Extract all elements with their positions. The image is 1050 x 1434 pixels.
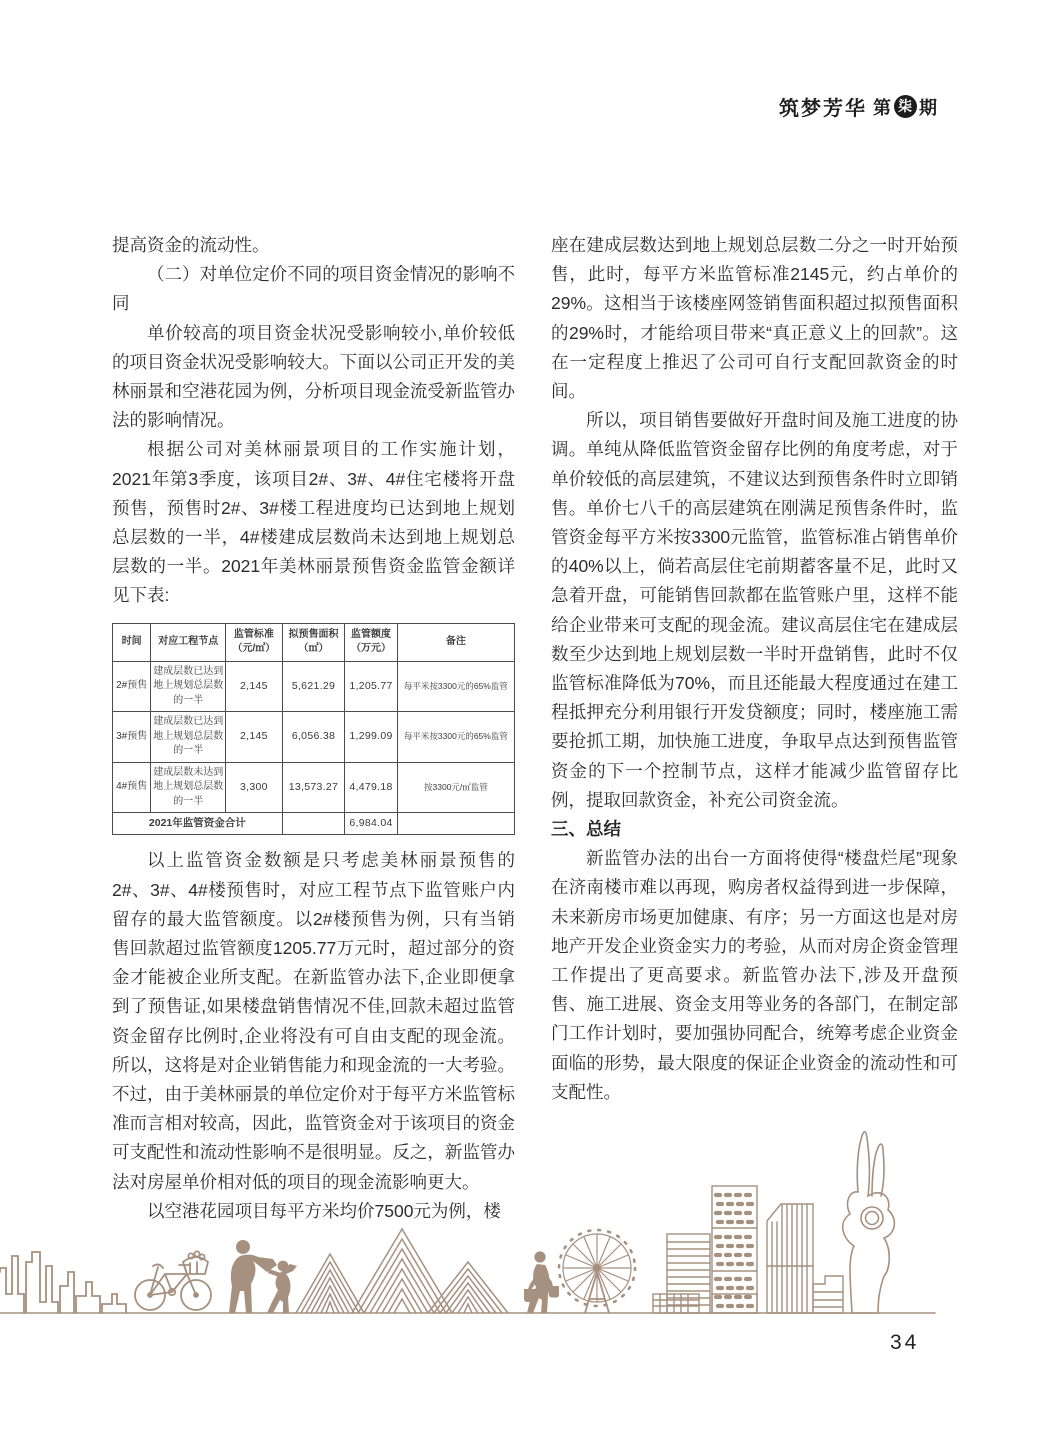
page-number: 34 xyxy=(890,1331,920,1354)
paragraph: 提高资金的流动性。 xyxy=(112,235,270,255)
mountain-triangles-icon xyxy=(296,1229,508,1313)
table-header-row xyxy=(113,623,515,661)
shopper-icon xyxy=(524,1251,559,1313)
paragraph: 单价较高的项目资金状况受影响较小,单价较低的项目资金状况受影响较大。下面以公司正开发的美林丽景和空港花园为例，分析项目现金流受新监管办法的影响情况。 xyxy=(112,322,515,431)
subsection-heading: （二）对单位定价不同的项目资金情况的影响不同 xyxy=(112,264,515,314)
col-header-standard: 监管标准（元/㎡） xyxy=(226,623,283,661)
cell-standard: 2,145 xyxy=(226,712,283,763)
col-header-area: 拟预售面积（㎡） xyxy=(282,623,345,661)
cell-time: 2#预售 xyxy=(113,661,151,712)
ferris-wheel-icon xyxy=(559,1230,635,1313)
paragraph: 新监管办法的出台一方面将使得“楼盘烂尾”现象在济南楼市难以再现，购房者权益得到进一步保障，未来新房市场更加健康、有序；另一方面这也是对房地产开发企业资金实力的考验，从而对房企资金管理工作提出了更高要求。新监管办法下,涉及开盘预售、施工进展、资金支用等业务的各部门，在制定部门工作计划时，要加强协同配合，统筹考虑企业资金面临的形势，最大限度的保证企业资金的流动性和可支配性。 xyxy=(551,848,958,1102)
cell-total-quota: 6,984.04 xyxy=(345,813,398,835)
mother-and-child-icon xyxy=(229,1240,297,1313)
cell-note: 每平米按3300元的65%监管 xyxy=(397,661,514,712)
cell-area: 5,621.29 xyxy=(282,661,345,712)
cell-standard: 2,145 xyxy=(226,661,283,712)
paragraph: 以空港花园项目每平方米均价7500元为例，楼 xyxy=(147,1200,501,1221)
table-row xyxy=(113,762,515,813)
cell-quota: 4,479.18 xyxy=(345,762,398,813)
cell-empty xyxy=(397,813,514,835)
cell-empty xyxy=(282,813,345,835)
cell-area: 6,056.38 xyxy=(282,712,345,763)
supervision-funds-table xyxy=(112,623,515,836)
col-header-time: 时间 xyxy=(113,623,151,661)
journal-title: 筑梦芳华 xyxy=(779,98,867,120)
cell-time: 3#预售 xyxy=(113,712,151,763)
paragraph: 所以，项目销售要做好开盘时间及施工进度的协调。单纯从降低监管资金留存比例的角度考虑，对于单价较低的高层建筑，不建议达到预售条件时立即销售。单价七八千的高层建筑在刚满足预售条件时，监管资金每平方米按3300元监管，监管标准占销售单价的40%以上，倘若高层住宅前期蓄客量不足，此时又急着开盘，可能销售回款都在监管账户里，这样不能给企业带来可支配的现金流。建议高层住宅在建成层数至少达到地上规划层数一半时开盘销售，此时不仅监管标准降低为70%，而且还能最大程度通过在建工程抵押充分利用银行开发贷额度；同时，楼座施工需要抢抓工期，加快施工进度，争取早点达到预售监管资金的下一个控制节点，这样才能减少监管留存比例，提取回款资金，补充公司资金流。 xyxy=(551,410,958,810)
cell-quota: 1,299.09 xyxy=(345,712,398,763)
cell-standard: 3,300 xyxy=(226,762,283,813)
paragraph: 根据公司对美林丽景项目的工作实施计划，2021年第3季度，该项目2#、3#、4#住宅楼将开盘预售，预售时2#、3#楼工程进度均已达到地上规划总层数的一半，4#楼建成层数尚未达到地上规划总层数的一半。2021年美林丽景预售资金监管金额详见下表: xyxy=(112,439,515,606)
spring-sculpture-icon xyxy=(843,1132,895,1313)
right-column xyxy=(551,231,958,1226)
section-heading-summary: 三、总结 xyxy=(551,819,621,840)
cell-note: 每平米按3300元的65%监管 xyxy=(397,712,514,763)
table-total-row xyxy=(113,813,515,835)
footer-illustration xyxy=(0,1126,1050,1326)
city-skyline-icon xyxy=(0,1252,126,1313)
issue-number-badge: 柒 xyxy=(894,95,917,118)
buildings-icon xyxy=(653,1186,843,1313)
cell-area: 13,573.27 xyxy=(282,762,345,813)
issue-suffix: 期 xyxy=(919,97,938,118)
col-header-node: 对应工程节点 xyxy=(151,623,226,661)
paragraph: 以上监管资金数额是只考虑美林丽景预售的2#、3#、4#楼预售时，对应工程节点下监管账户内留存的最大监管额度。以2#楼预售为例，只有当销售回款超过监管额度1205.77万元时，超过部分的资金才能被企业所支配。在新监管办法下,企业即便拿到了预售证,如果楼盘销售情况不佳,回款未超过监管资金留存比例时,企业将没有可自由支配的现金流。所以，这将是对企业销售能力和现金流的一大考验。不过，由于美林丽景的单位定价对于每平方米监管标准而言相对较高，因此，监管资金对于该项目的资金可支配性和流动性影响不是很明显。反之，新监管办法对房屋单价相对低的项目的现金流影响更大。 xyxy=(112,850,515,1192)
issue-prefix: 第 xyxy=(873,97,892,118)
bicycle-icon xyxy=(135,1251,211,1310)
article-body xyxy=(112,231,958,1226)
table-row xyxy=(113,712,515,763)
cell-time: 4#预售 xyxy=(113,762,151,813)
col-header-quota: 监管额度（万元） xyxy=(345,623,398,661)
cell-node: 建成层数已达到地上规划总层数的一半 xyxy=(151,661,226,712)
page-header xyxy=(779,92,938,121)
cell-node: 建成层数未达到地上规划总层数的一半 xyxy=(151,762,226,813)
cell-note: 按3300元/㎡监管 xyxy=(397,762,514,813)
cell-quota: 1,205.77 xyxy=(345,661,398,712)
issue-label xyxy=(873,94,938,120)
col-header-note: 备注 xyxy=(397,623,514,661)
left-column xyxy=(112,231,515,1226)
cell-total-label: 2021年监管资金合计 xyxy=(113,813,283,835)
table-row xyxy=(113,661,515,712)
cell-node: 建成层数已达到地上规划总层数的一半 xyxy=(151,712,226,763)
paragraph: 座在建成层数达到地上规划总层数二分之一时开始预售，此时，每平方米监管标准2145元，约占单价的29%。这相当于该楼座网签销售面积超过拟预售面积的29%时，才能给项目带来“真正意义上的回款”。这在一定程度上推迟了公司可自行支配回款资金的时间。 xyxy=(551,235,958,402)
